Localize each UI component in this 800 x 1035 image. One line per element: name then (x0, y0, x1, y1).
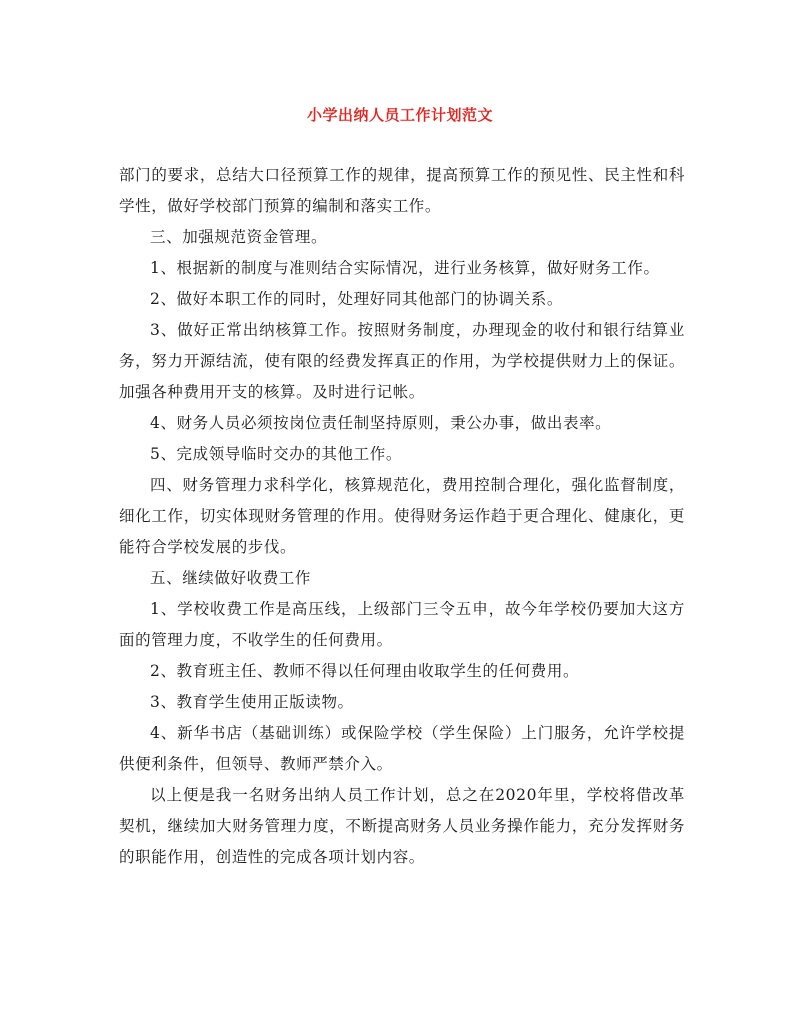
heading-fee-collection: 五、继续做好收费工作 (150, 569, 312, 587)
paragraph-fee-item-4: 4、新华书店（基础训练）或保险学校（学生保险）上门服务，允许学校提供便利条件，但领导、教师严禁介入。 (119, 724, 685, 773)
paragraph-conclusion: 以上便是我一名财务出纳人员工作计划，总之在2020年里，学校将借改革契机，继续加大财务管理力度，不断提高财务人员业务操作能力，充分发挥财务的职能作用，创造性的完成各项计划内容。 (119, 786, 685, 866)
paragraph-fee-item-1: 1、学校收费工作是高压线，上级部门三令五申，故今年学校仍要加大这方面的管理力度，不收学生的任何费用。 (119, 600, 685, 649)
document-title: 小学出纳人员工作计划范文 (306, 106, 493, 124)
heading-fund-management: 三、加强规范资金管理。 (150, 228, 328, 246)
paragraph-item-5-other-tasks: 5、完成领导临时交办的其他工作。 (150, 445, 402, 463)
document-body (119, 160, 685, 873)
paragraph-budget-continuation: 部门的要求，总结大口径预算工作的规律，提高预算工作的预见性、民主性和科学性，做好学校部门预算的编制和落实工作。 (119, 166, 685, 215)
paragraph-item-4-principle: 4、财务人员必须按岗位责任制坚持原则，秉公办事，做出表率。 (150, 414, 612, 432)
paragraph-fee-item-3: 3、教育学生使用正版读物。 (150, 693, 354, 711)
paragraph-fee-item-2: 2、教育班主任、教师不得以任何理由收取学生的任何费用。 (150, 662, 580, 680)
paragraph-item-2-coordination: 2、做好本职工作的同时，处理好同其他部门的协调关系。 (150, 290, 563, 308)
paragraph-item-3-cashier: 3、做好正常出纳核算工作。按照财务制度，办理现金的收付和银行结算业务，努力开源结流，使有限的经费发挥真正的作用，为学校提供财力上的保证。加强各种费用开支的核算。及时进行记帐。 (119, 321, 685, 401)
heading-scientific-management: 四、财务管理力求科学化，核算规范化，费用控制合理化，强化监督制度，细化工作，切实体现财务管理的作用。使得财务运作趋于更合理化、健康化，更能符合学校发展的步伐。 (119, 476, 685, 556)
paragraph-item-1-accounting: 1、根据新的制度与准则结合实际情况，进行业务核算，做好财务工作。 (150, 259, 660, 277)
